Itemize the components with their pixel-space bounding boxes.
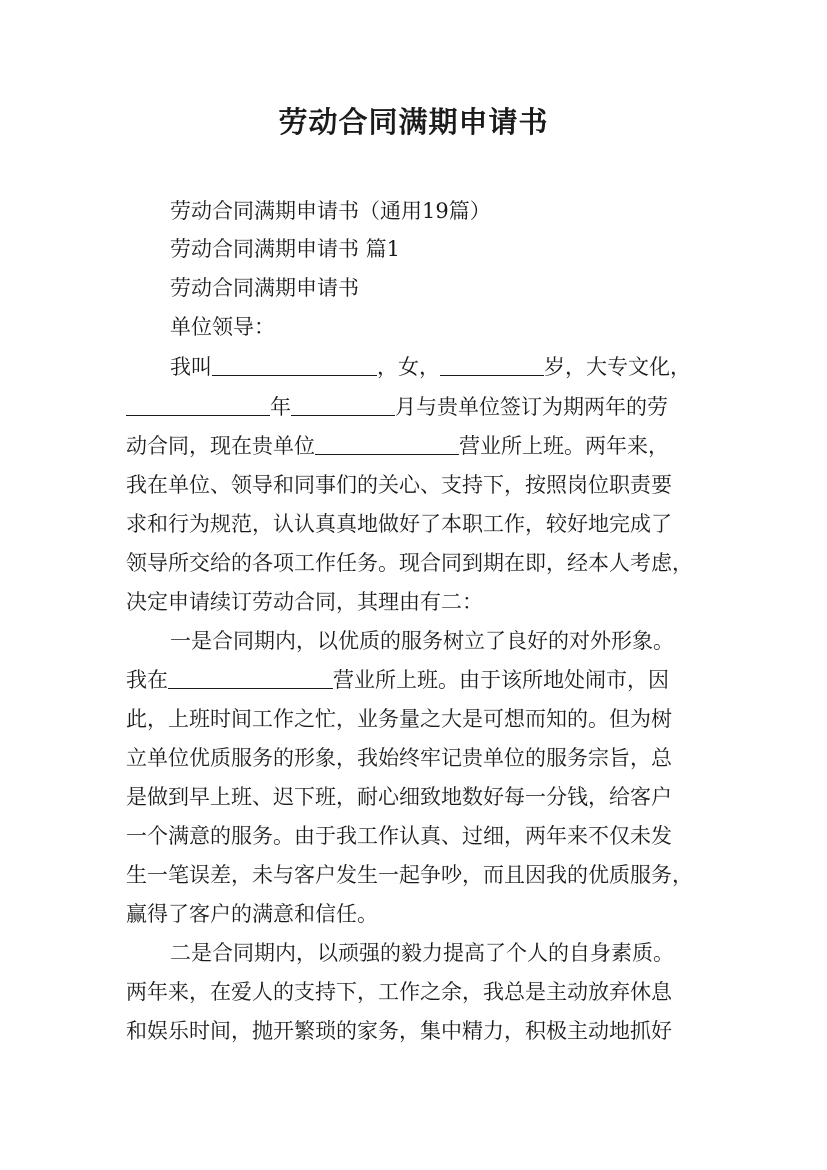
salutation: 单位领导： (170, 315, 275, 339)
year-blank[interactable] (126, 393, 270, 416)
paragraph-2-line-8: 赢得了客户的满意和信任。 (126, 902, 378, 926)
paragraph-1-line-4: 我在单位、领导和同事们的关心、支持下，按照岗位职责要 (126, 473, 672, 497)
section-heading: 劳动合同满期申请书 篇1 (170, 237, 401, 261)
text-fragment: 动合同，现在贵单位 (126, 434, 315, 458)
paragraph-1-line-3 (126, 431, 669, 461)
text-fragment: 我叫 (170, 355, 212, 379)
branch-blank[interactable] (315, 432, 459, 455)
text-fragment: 月与贵单位签订为期两年的劳 (395, 395, 668, 419)
paragraph-1-line-5: 求和行为规范，认认真真地做好了本职工作，较好地完成了 (126, 512, 672, 536)
text-fragment: 年 (270, 395, 291, 419)
month-blank[interactable] (291, 393, 395, 416)
branch-blank[interactable] (168, 666, 333, 689)
paragraph-1-line-1 (170, 352, 691, 382)
paragraph-1-line-7: 决定申请续订劳动合同，其理由有二： (126, 590, 483, 614)
text-fragment: 我在 (126, 668, 168, 692)
name-blank[interactable] (212, 353, 377, 376)
paragraph-1-line-2 (126, 392, 668, 422)
text-fragment: 营业所上班。由于该所地处闹市，因 (333, 668, 669, 692)
document-subtitle: 劳动合同满期申请书（通用19篇） (170, 199, 491, 223)
letter-title: 劳动合同满期申请书 (170, 276, 359, 300)
paragraph-1-line-6: 领导所交给的各项工作任务。现合同到期在即，经本人考虑， (126, 551, 693, 575)
age-blank[interactable] (440, 353, 544, 376)
paragraph-3-line-3: 和娱乐时间，抛开繁琐的家务，集中精力，积极主动地抓好 (126, 1019, 672, 1043)
document-title: 劳动合同满期申请书 (278, 105, 549, 139)
paragraph-2-line-4: 立单位优质服务的形象，我始终牢记贵单位的服务宗旨，总 (126, 746, 672, 770)
paragraph-2-line-3: 此，上班时间工作之忙，业务量之大是可想而知的。但为树 (126, 707, 672, 731)
text-fragment: 营业所上班。两年来， (459, 434, 669, 458)
paragraph-3-line-1: 二是合同期内，以顽强的毅力提高了个人的自身素质。 (170, 941, 674, 965)
paragraph-3-line-2: 两年来，在爱人的支持下，工作之余，我总是主动放弃休息 (126, 980, 672, 1004)
paragraph-2-line-2 (126, 665, 669, 695)
paragraph-2-line-1: 一是合同期内，以优质的服务树立了良好的对外形象。 (170, 629, 674, 653)
paragraph-2-line-7: 生一笔误差，未与客户发生一起争吵，而且因我的优质服务， (126, 863, 693, 887)
paragraph-2-line-6: 一个满意的服务。由于我工作认真、过细，两年来不仅未发 (126, 824, 672, 848)
text-fragment: ，女， (377, 355, 440, 379)
text-fragment: 岁，大专文化， (544, 355, 691, 379)
paragraph-2-line-5: 是做到早上班、迟下班，耐心细致地数好每一分钱，给客户 (126, 785, 672, 809)
